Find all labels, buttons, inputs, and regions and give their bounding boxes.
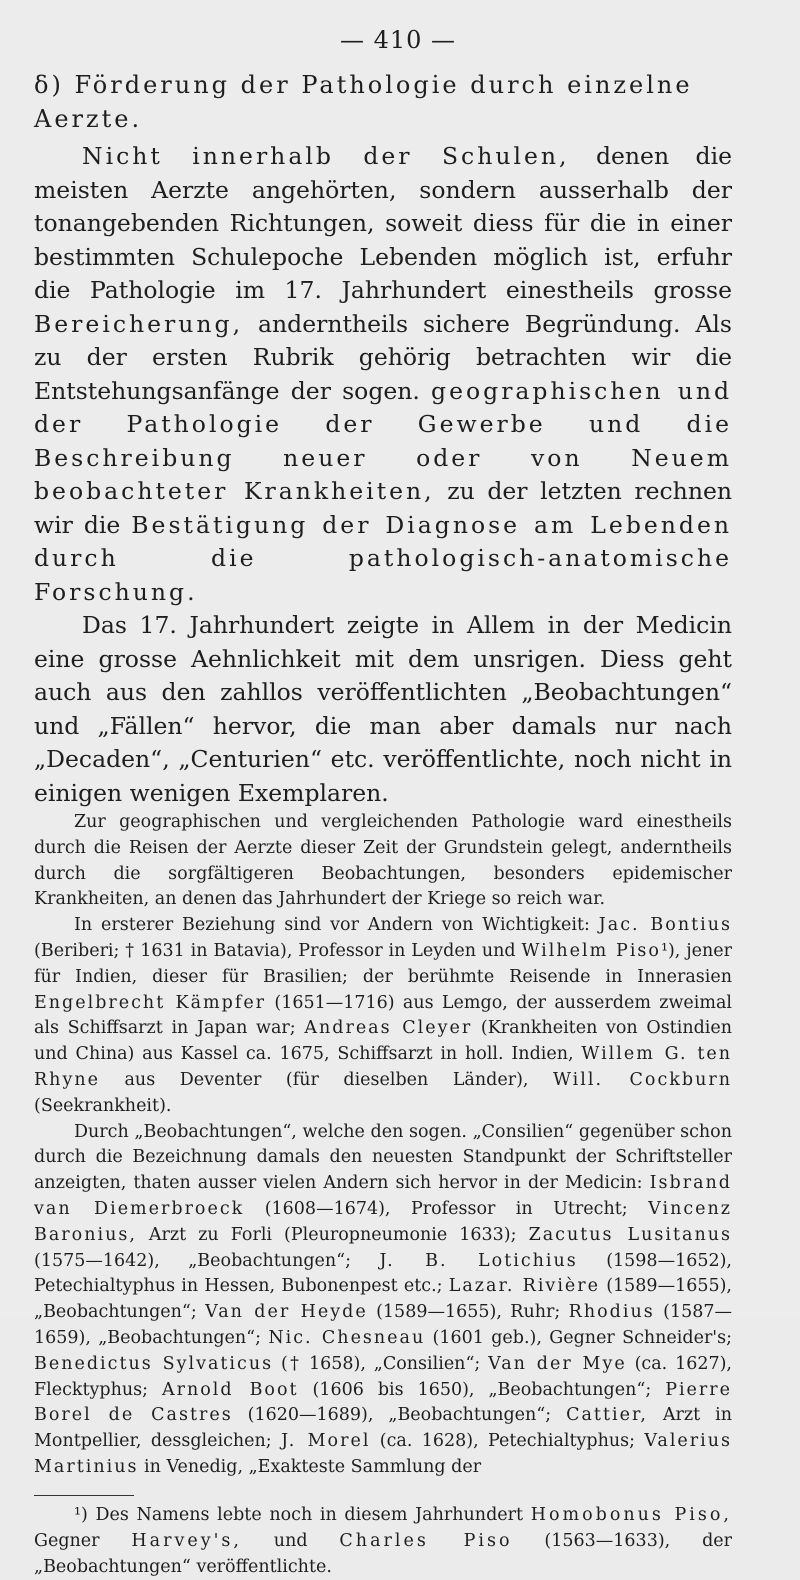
body-text: (1598—1652), Petechialtyphus in Hessen, Bubonenpest etc.; xyxy=(34,1250,732,1297)
body-text: (1606 bis 1650), „Beobachtungen“; xyxy=(298,1379,666,1400)
body-text: In ersterer Beziehung sind vor Andern von Wichtigkeit: xyxy=(74,915,599,936)
person-name: Willem G. ten Rhyne xyxy=(34,1044,733,1090)
body-text: denen die meisten Aerzte angehörten, sondern ausserhalb der tonangebenden Richtungen, soweit diess für die in einer bestimmten Schulepoche Lebenden möglich ist, erfuhr die Pathologie im 17. Jahrhundert einestheils grosse xyxy=(34,142,732,304)
body-text: (Seekrankheit). xyxy=(34,1095,172,1116)
emph-text: geographischen und der Pathologie der Gewerbe und die Beschreibung neuer oder von Neuem beobachteter Krankheiten, xyxy=(34,376,733,505)
section-heading xyxy=(34,68,732,136)
body-text: (1620—1689), „Beobachtungen“; xyxy=(232,1405,567,1426)
body-text: aus Deventer (für dieselben Länder), xyxy=(99,1069,553,1090)
body-text: († 1658), „Consilien“; xyxy=(273,1353,489,1374)
person-name: Nic. Chesneau xyxy=(268,1327,426,1348)
body-text: (1563—1633), der „Beobachtungen“ veröffentlichte. xyxy=(34,1530,732,1577)
body-text: (1608—1674), Professor in Utrecht; xyxy=(244,1198,649,1219)
person-name: Wilhelm Piso xyxy=(521,940,661,961)
person-name: Valerius Martinius xyxy=(34,1431,733,1477)
body-text: Gegner xyxy=(34,1530,132,1551)
body-text: ¹), jener für Indien, dieser für Brasilien; der berühmte Reisende in Innerasien xyxy=(34,940,732,987)
person-name: Homobonus Piso, xyxy=(530,1504,732,1525)
person-name: Will. Cockburn xyxy=(552,1069,732,1090)
person-name: Harvey's, xyxy=(131,1530,242,1551)
body-text: zu der letzten rechnen wir die xyxy=(34,477,732,539)
paragraph-geography: Zur geographischen und vergleichenden Pathologie ward einestheils durch die Reisen der Aerzte dieser Zeit der Grundstein gelegt, anderntheils durch die sorgfältigeren Beobachtungen, besonders epidemischer Krankheiten, an denen das Jahrhundert der Kriege so reich war. xyxy=(34,812,732,910)
person-name: Vincenz Baronius, xyxy=(34,1198,732,1245)
person-name: Charles Piso xyxy=(339,1530,513,1551)
body-text: (1575—1642), „Beobachtungen“; xyxy=(34,1250,380,1271)
body-text: (1601 geb.), Gegner Schneider's; xyxy=(425,1327,732,1348)
body-text: anderntheils sichere Begründung. Als zu der ersten Rubrik gehörig betrachten wir die Entstehungsanfänge der sogen. xyxy=(34,309,732,405)
body-text: (Krankheiten von Ostindien und China) aus Kassel ca. 1675, Schiffsarzt in holl. Indien, xyxy=(34,1018,733,1065)
body-text: und xyxy=(241,1530,340,1551)
person-name: Lazar. Rivière xyxy=(448,1276,600,1297)
person-name: Van der Heyde xyxy=(205,1302,368,1323)
body-text: (1651—1716) aus Lemgo, der ausserdem zweimal als Schiffsarzt in Japan war; xyxy=(34,992,733,1039)
body-text: Arzt in Montpellier, dessgleichen; xyxy=(34,1405,732,1452)
person-name: Cattier, xyxy=(566,1405,648,1426)
person-name: J. B. Lotichius xyxy=(379,1250,578,1271)
emph-text: Bestätigung der Diagnose am Lebenden durch die pathologisch-anatomische Forschung. xyxy=(34,510,732,606)
paragraph-century: Das 17. Jahrhundert zeigte in Allem in der Medicin eine grosse Aehnlichkeit mit dem unsrigen. Diess geht auch aus den zahllos veröffentlichten „Beobachtungen“ und „Fällen“ hervor, die man aber damals nur nach „Decaden“, „Centurien“ etc. veröffentlichte, noch nicht in einigen wenigen Exemplaren. xyxy=(34,611,732,807)
person-name: Arnold Boot xyxy=(162,1379,299,1400)
paragraph-travellers xyxy=(34,913,732,1119)
body-text: (1587—1659), „Beobachtungen“; xyxy=(34,1302,732,1348)
body-text: (ca. 1627), Flecktyphus; xyxy=(34,1353,733,1400)
main-text xyxy=(34,140,732,810)
body-text: (Beriberi; † 1631 in Batavia), Professor in Leyden und xyxy=(34,940,522,961)
person-name: J. Morel xyxy=(281,1431,371,1452)
person-name: Engelbrecht Kämpfer xyxy=(34,992,267,1013)
page-number: — 410 — xyxy=(339,26,457,54)
body-text: (1589—1655), Ruhr; xyxy=(367,1302,569,1323)
body-text: Arzt zu Forli (Pleuropneumonie 1633); xyxy=(136,1224,529,1245)
footnote xyxy=(34,1502,732,1580)
person-name: Pierre Borel de Castres xyxy=(34,1379,733,1426)
person-name: Isbrand van Diemerbroeck xyxy=(34,1173,732,1219)
emph-text: Bereicherung, xyxy=(34,309,244,338)
person-name: Van der Mye xyxy=(488,1353,627,1374)
body-text: (1589—1655), „Beobachtungen“; xyxy=(34,1276,732,1323)
person-name: Andreas Cleyer xyxy=(304,1018,473,1039)
body-text: ¹) Des Namens lebte noch in diesem Jahrhundert xyxy=(74,1504,531,1525)
emph-text: Nicht innerhalb der Schulen, xyxy=(82,142,570,170)
paragraph-intro xyxy=(34,140,732,609)
footnote-text xyxy=(34,1502,732,1580)
person-name: Jac. Bontius xyxy=(598,915,732,936)
body-text: in Venedig, „Exakteste Sammlung der xyxy=(138,1456,482,1477)
small-text xyxy=(34,810,732,1481)
footnote-divider xyxy=(34,1495,134,1496)
person-name: Benedictus Sylvaticus xyxy=(34,1353,274,1374)
section-heading-text: δ) Förderung der Pathologie durch einzelne Aerzte. xyxy=(34,71,693,133)
person-name: Zacutus Lusitanus xyxy=(528,1224,732,1245)
body-text: Durch „Beobachtungen“, welche den sogen. „Consilien“ gegenüber schon durch die Bezeichnung damals den neuesten Standpunkt der Schriftsteller anzeigten, thaten ausser vielen Andern sich hervor in der Medicin: xyxy=(34,1121,732,1194)
paragraph-observations xyxy=(34,1120,732,1481)
person-name: Rhodius xyxy=(568,1302,655,1323)
body-text: (ca. 1628), Petechialtyphus; xyxy=(370,1431,645,1452)
